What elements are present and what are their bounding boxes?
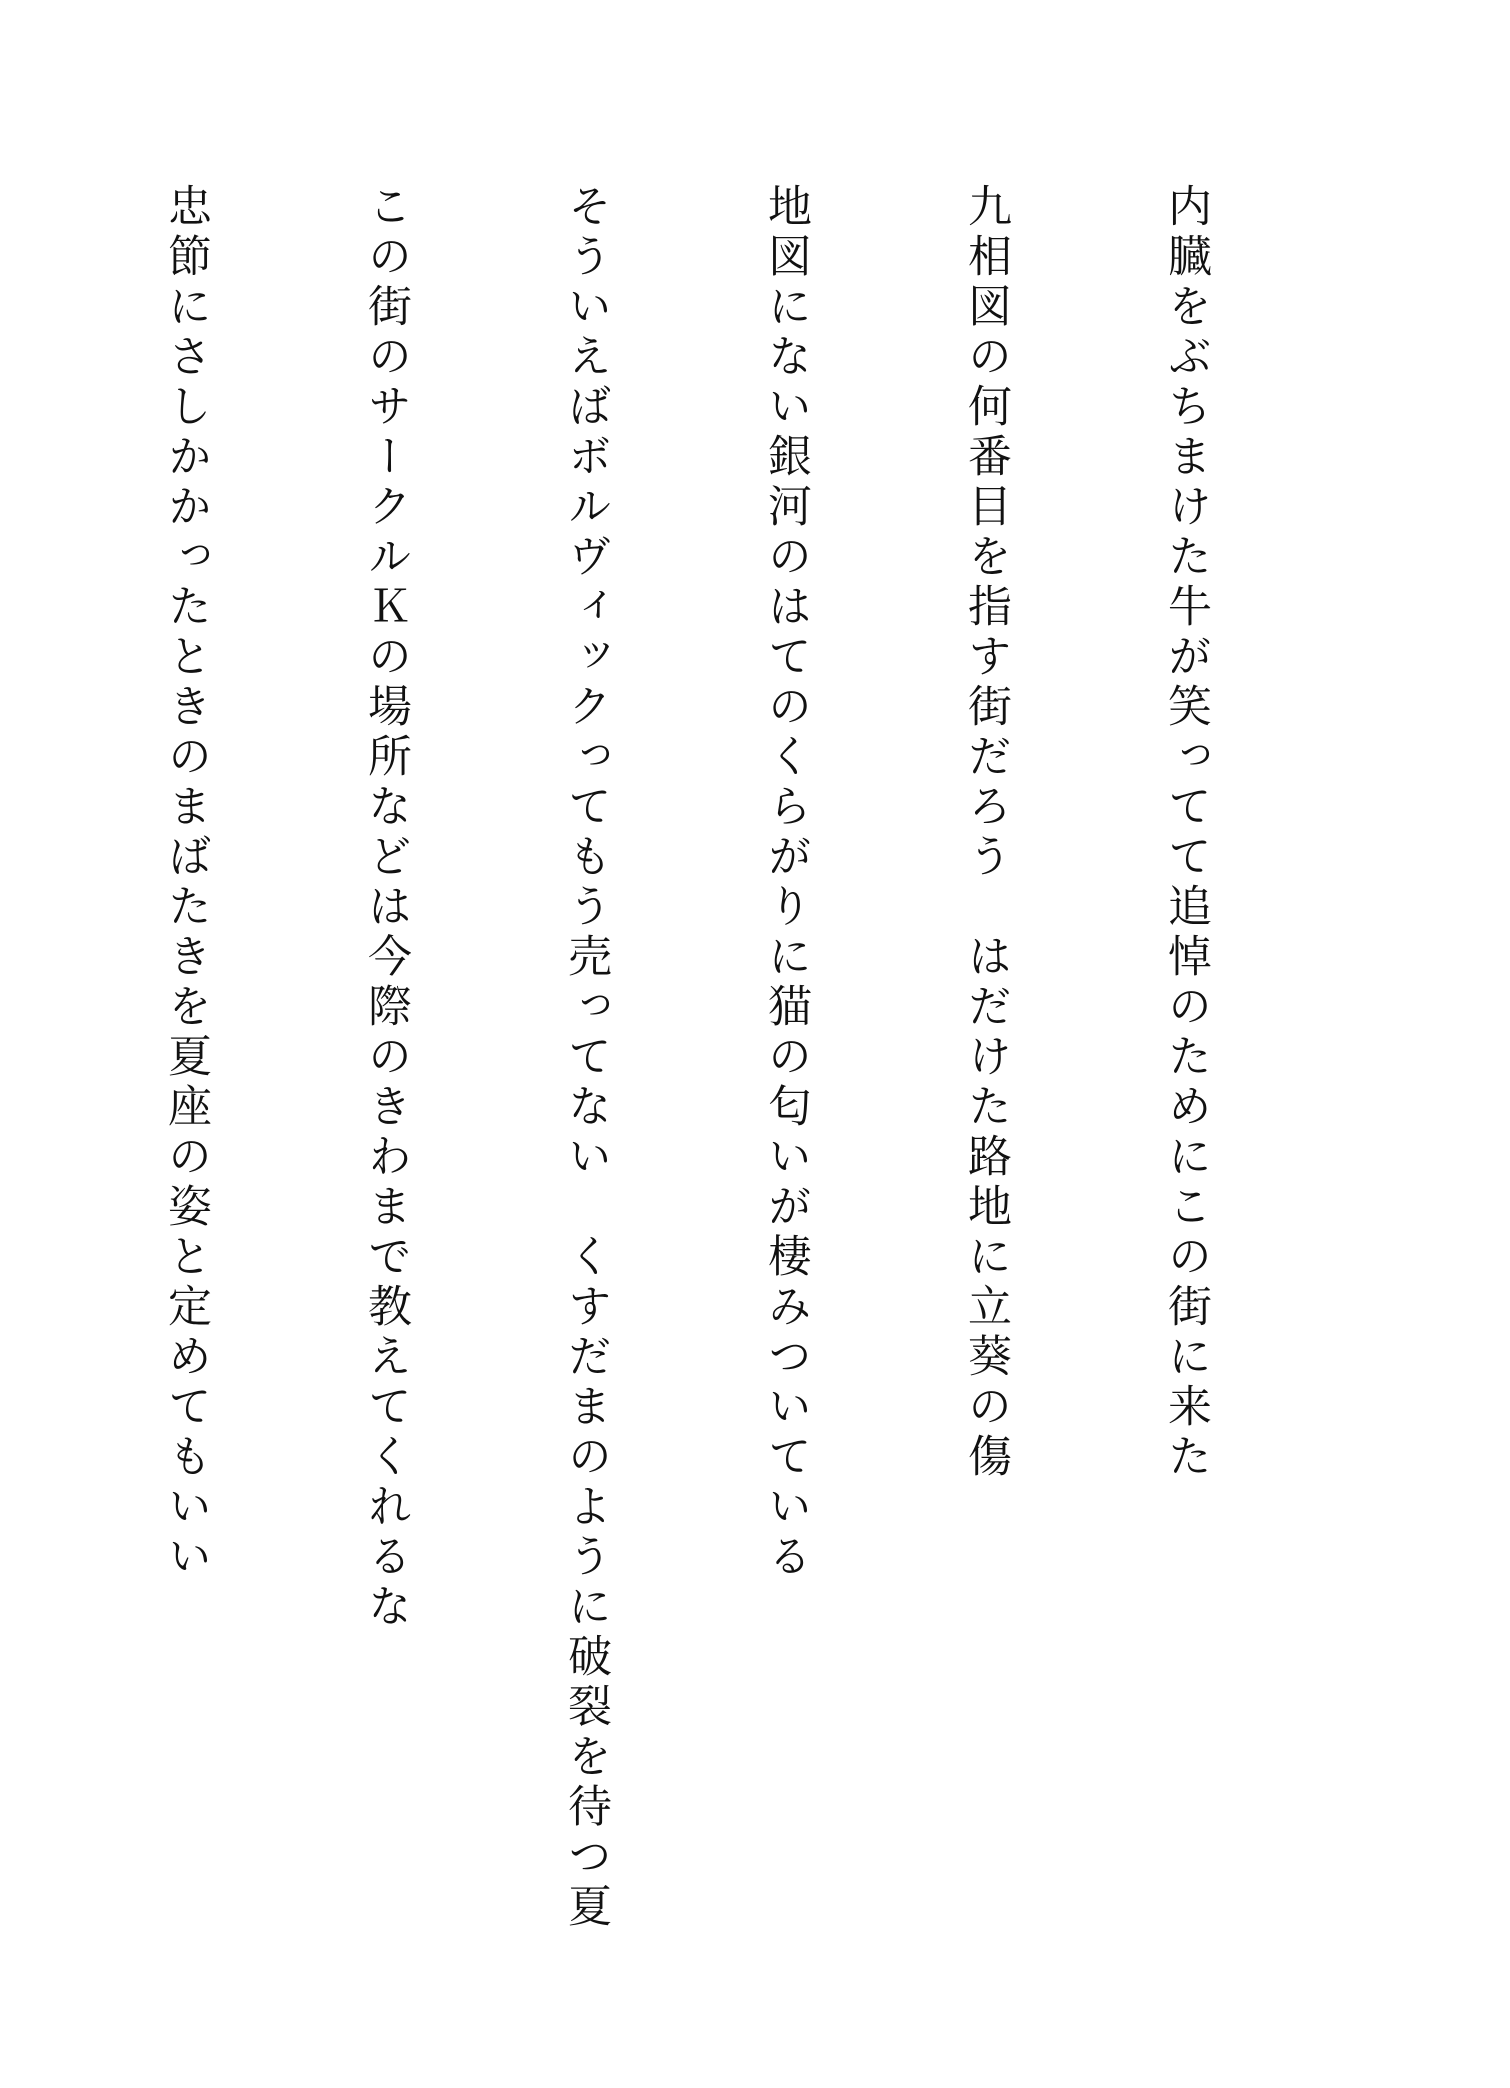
poem-line-3: 地図にない銀河のはてのくらがりに猫の匂いが棲みついている [760,183,811,1583]
poem-line-1: 内臓をぶちまけた牛が笑ってて追悼のためにこの街に来た [1160,183,1211,1483]
poem-line-2: 九相図の何番目を指す街だろう はだけた路地に立葵の傷 [960,183,1011,1483]
poem-line-5: この街のサークルＫの場所などは今際のきわまで教えてくれるな [360,183,411,1633]
poem-text-block [85,183,1285,1933]
poem-line-6: 忠節にさしかかったときのまばたきを夏座の姿と定めてもいい [160,183,211,1583]
poem-line-4: そういえばボルヴィックってもう売ってない くすだまのように破裂を待つ夏 [560,183,611,1933]
